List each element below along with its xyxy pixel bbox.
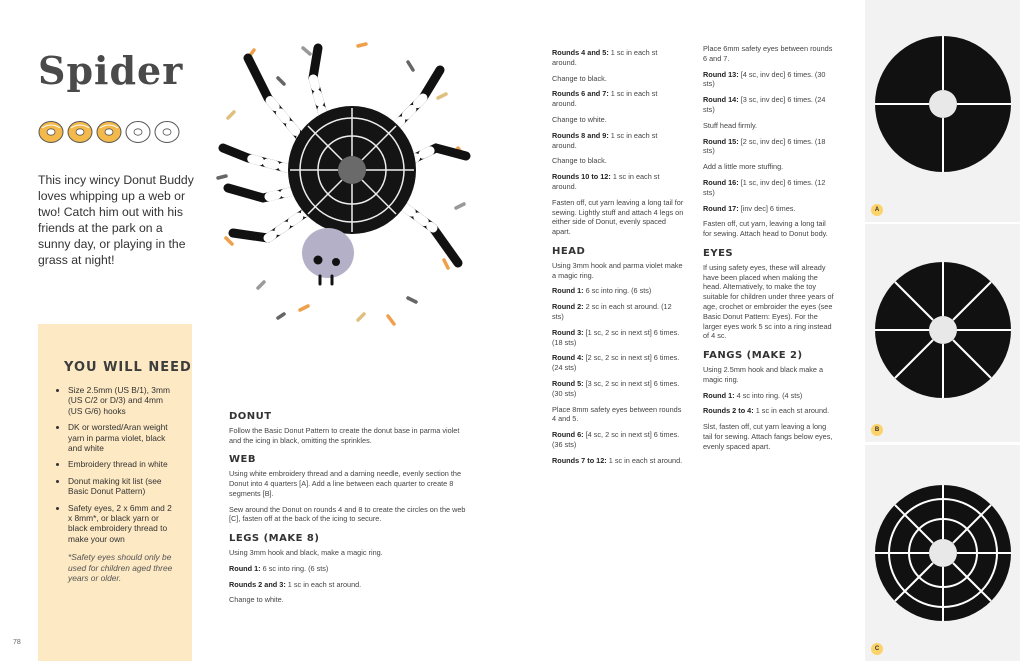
legs-round-1: Round 1: 6 sc into ring. (6 sts): [229, 563, 329, 573]
legs-round-4-5: Rounds 4 and 5: 1 sc in each st around.: [552, 48, 658, 67]
donut-icon-filled: [96, 120, 122, 144]
donut-photo-a: [865, 0, 1020, 222]
eyes-heading: EYES: [703, 247, 734, 259]
legs-change-color: Change to white.: [229, 595, 284, 605]
photo-step-b: [865, 224, 1020, 442]
photo-label: B: [871, 424, 883, 436]
head-round-5: Round 5: [3 sc, 2 sc in next st] 6 times. (30 sts): [552, 378, 680, 398]
legs-round-2-3: Rounds 2 and 3: 1 sc in each st around.: [229, 579, 362, 589]
head-intro: Using 3mm hook and parma violet make a magic ring.: [552, 260, 683, 280]
head-fasten-off: Fasten off, cut yarn, leaving a long tail for sewing. Attach head to Donut body.: [703, 219, 828, 239]
donut-text: Follow the Basic Donut Pattern to create the donut base in parma violet and the icing in black, omitting the sprinkles.: [229, 425, 460, 445]
list-item: • Embroidery thread in white: [68, 459, 192, 469]
donut-photo-b: [865, 224, 1020, 442]
you-will-need-panel: [38, 324, 192, 661]
web-heading: WEB: [229, 454, 256, 466]
change-color: Change to white.: [552, 114, 607, 124]
donut-icon-filled: [38, 120, 64, 144]
you-will-need-heading: YOU WILL NEED: [64, 360, 192, 375]
donut-icon-empty: [125, 120, 151, 144]
head-round-1: Round 1: 6 sc into ring. (6 sts): [552, 286, 652, 296]
head-round-14: Round 14: [3 sc, inv dec] 6 times. (24 sts): [703, 95, 826, 114]
spider-illustration: [208, 38, 480, 338]
more-stuffing: Add a little more stuffing.: [703, 162, 784, 172]
page-title: Spider: [38, 48, 184, 93]
photo-step-a: [865, 0, 1020, 222]
change-color: Change to black.: [552, 73, 607, 83]
difficulty-rating: [38, 120, 180, 144]
list-item: • DK or worsted/Aran weight yarn in parma violet, black and white: [68, 422, 192, 453]
fangs-intro: Using 2.5mm hook and black make a magic ring.: [703, 364, 824, 384]
instructions-column-3: [703, 44, 835, 458]
head-round-3: Round 3: [1 sc, 2 sc in next st] 6 times. (18 sts): [552, 327, 680, 347]
legs-intro: Using 3mm hook and black, make a magic ring.: [229, 547, 383, 557]
page-number: 78: [13, 639, 21, 646]
list-item: • Size 2.5mm (US B/1), 3mm (US C/2 or D/3) and 4mm (US G/6) hooks: [68, 385, 192, 416]
donut-icon-empty: [154, 120, 180, 144]
legs-fasten-off: Fasten off, cut yarn leaving a long tail for sewing. Lightly stuff and attach 4 legs on either side of Donut, evenly spaced apart.: [552, 197, 684, 237]
fangs-heading: FANGS (MAKE 2): [703, 350, 803, 362]
web-text-2: Sew around the Donut on rounds 4 and 8 to create the circles on the web [C], fasten off at the back of the icing to secure.: [229, 504, 466, 524]
intro-text: This incy wincy Donut Buddy loves whipping up a web or two! Catch him out with his friends at the park on a sunny day, or playing in the grass at night!: [38, 173, 194, 267]
legs-heading: LEGS (MAKE 8): [229, 533, 320, 545]
spider-head: [302, 228, 354, 284]
legs-round-6-7: Rounds 6 and 7: 1 sc in each st around.: [552, 89, 658, 109]
web-text-1: Using white embroidery thread and a darning needle, evenly section the Donut into 4 quarters [A]. Add a line between each quarter to create 8 segments [B].: [229, 469, 462, 498]
head-round-6: Round 6: [4 sc, 2 sc in next st] 6 times. (36 sts): [552, 430, 680, 449]
head-round-7-12: Rounds 7 to 12: 1 sc in each st around.: [552, 455, 683, 465]
stuff-head: Stuff head firmly.: [703, 120, 758, 130]
head-eyes-8mm: Place 8mm safety eyes between rounds 4 and 5.: [552, 404, 682, 424]
head-round-15: Round 15: [2 sc, inv dec] 6 times. (18 sts): [703, 136, 826, 156]
fangs-fasten-off: Slst, fasten off, cut yarn leaving a long tail for sewing. Attach fangs below eyes, evenly spaced apart.: [703, 422, 833, 451]
head-round-2: Round 2: 2 sc in each st around. (12 sts): [552, 302, 672, 321]
eyes-text: If using safety eyes, these will already have been placed when making the head. Alternatively, to make the toy suitable for children under three years of age, crochet or embroider the eyes (see Basic Donut Pattern: Eyes). For the larger eyes work 5 sc into a ring instead of 4 sc.: [703, 262, 834, 341]
legs-round-10-12: Rounds 10 to 12: 1 sc in each st around.: [552, 172, 660, 191]
head-round-16: Round 16: [1 sc, inv dec] 6 times. (12 sts): [703, 177, 826, 197]
photo-label: A: [871, 204, 883, 216]
photo-label: C: [871, 643, 883, 655]
head-heading: HEAD: [552, 245, 586, 257]
head-round-17: Round 17: [inv dec] 6 times.: [703, 203, 796, 213]
donut-heading: DONUT: [229, 411, 272, 422]
head-round-13: Round 13: [4 sc, inv dec] 6 times. (30 sts): [703, 69, 826, 89]
head-eyes-6mm: Place 6mm safety eyes between rounds 6 and 7.: [703, 44, 833, 63]
list-item: • Donut making kit list (see Basic Donut Pattern): [68, 476, 192, 497]
head-round-4: Round 4: [2 sc, 2 sc in next st] 6 times. (24 sts): [552, 353, 680, 373]
donut-icon-filled: [67, 120, 93, 144]
instructions-column-1: [229, 402, 469, 611]
donut-body: [288, 106, 416, 234]
fangs-round-2-4: Rounds 2 to 4: 1 sc in each st around.: [703, 406, 830, 416]
materials-list: [38, 385, 192, 544]
list-item: • Safety eyes, 2 x 6mm and 2 x 8mm*, or black yarn or black embroidery thread to make your own: [68, 503, 192, 545]
donut-photo-c: [865, 445, 1020, 661]
safety-note: *Safety eyes should only be used for children aged three years or older.: [68, 552, 173, 584]
legs-round-8-9: Rounds 8 and 9: 1 sc in each st around.: [552, 130, 658, 150]
change-color: Change to black.: [552, 156, 607, 166]
fangs-round-1: Round 1: 4 sc into ring. (4 sts): [703, 390, 803, 400]
instructions-column-2: [552, 48, 684, 472]
photo-step-c: [865, 445, 1020, 661]
